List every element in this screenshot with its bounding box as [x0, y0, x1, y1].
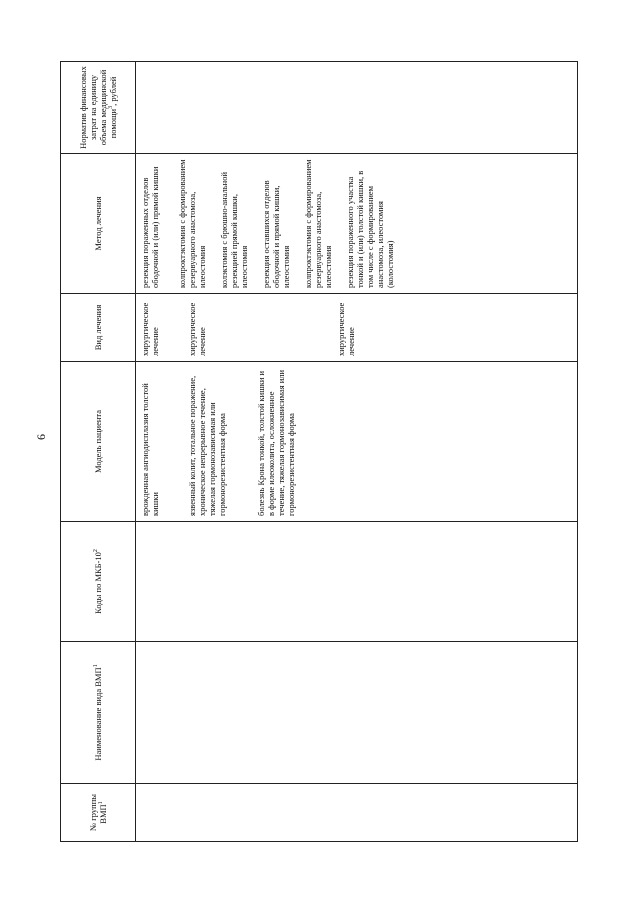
patient-model-2: язвенный колит, тотальное поражение, хроническое непрерывное течение, тяжелая гормонозависимая или гормонорезистентная форма	[187, 375, 228, 516]
cell-patient-models	[136, 362, 578, 522]
header-patient-model: Модель пациента	[61, 362, 136, 522]
header-cost-norm: Норматив финансовых затрат на единицу объема медицинской помощи$^3$, рублей	[61, 62, 136, 154]
table-row	[136, 62, 578, 842]
patient-model-1: врожденная ангиодисплазия толстой кишки	[140, 383, 161, 516]
treatment-type-1: хирургическое лечение	[140, 302, 161, 356]
header-treatment-method: Метод лечения	[61, 154, 136, 294]
treatment-type-2: хирургическое лечение	[187, 302, 208, 356]
cell-vmp-name	[136, 642, 578, 784]
method-1: резекция пораженных отделов ободочной и (или) прямой кишки	[140, 166, 161, 288]
cell-methods	[136, 154, 578, 294]
method-2: колпроктэктомия с формированием резервуарного анастомоза, илеостомия	[177, 159, 208, 288]
method-3: колэктомия с брюшно-анальной резекцией прямой кишки, илеостомия	[219, 171, 250, 288]
cell-cost-norm	[136, 62, 578, 154]
page-number: 6	[34, 434, 48, 440]
treatment-type-3: хирургическое лечение	[336, 302, 357, 356]
rotated-table-container	[60, 62, 580, 842]
patient-model-3: болезнь Крона тонкой, толстой кишки и в форме илеоколита, осложненное течение, тяжелая гормонозависимая или гормонорезистентная форма	[256, 369, 297, 516]
table-header-row	[61, 62, 136, 842]
cell-mkb-codes	[136, 522, 578, 642]
vmp-table	[60, 61, 578, 842]
header-mkb-codes: Коды по МКБ-$10^2$	[61, 522, 136, 642]
method-6: резекция пораженного участка тонкой и (или) толстой кишки, в том числе с формированием анастомоза, илеостомия (колостомия)	[345, 170, 396, 288]
header-treatment-type: Вид лечения	[61, 294, 136, 362]
cell-treatment-types	[136, 294, 578, 362]
cell-group-no	[136, 784, 578, 842]
method-5: колпроктэктомия с формированием резервуарного анастомоза, илеостомия	[303, 159, 334, 288]
header-group-no: № группы ВМП$^1$	[61, 784, 136, 842]
header-vmp-name: Наименование вида ВМП$^1$	[61, 642, 136, 784]
method-4: резекция оставшихся отделов ободочной и прямой кишки, илеостомия	[261, 180, 292, 288]
